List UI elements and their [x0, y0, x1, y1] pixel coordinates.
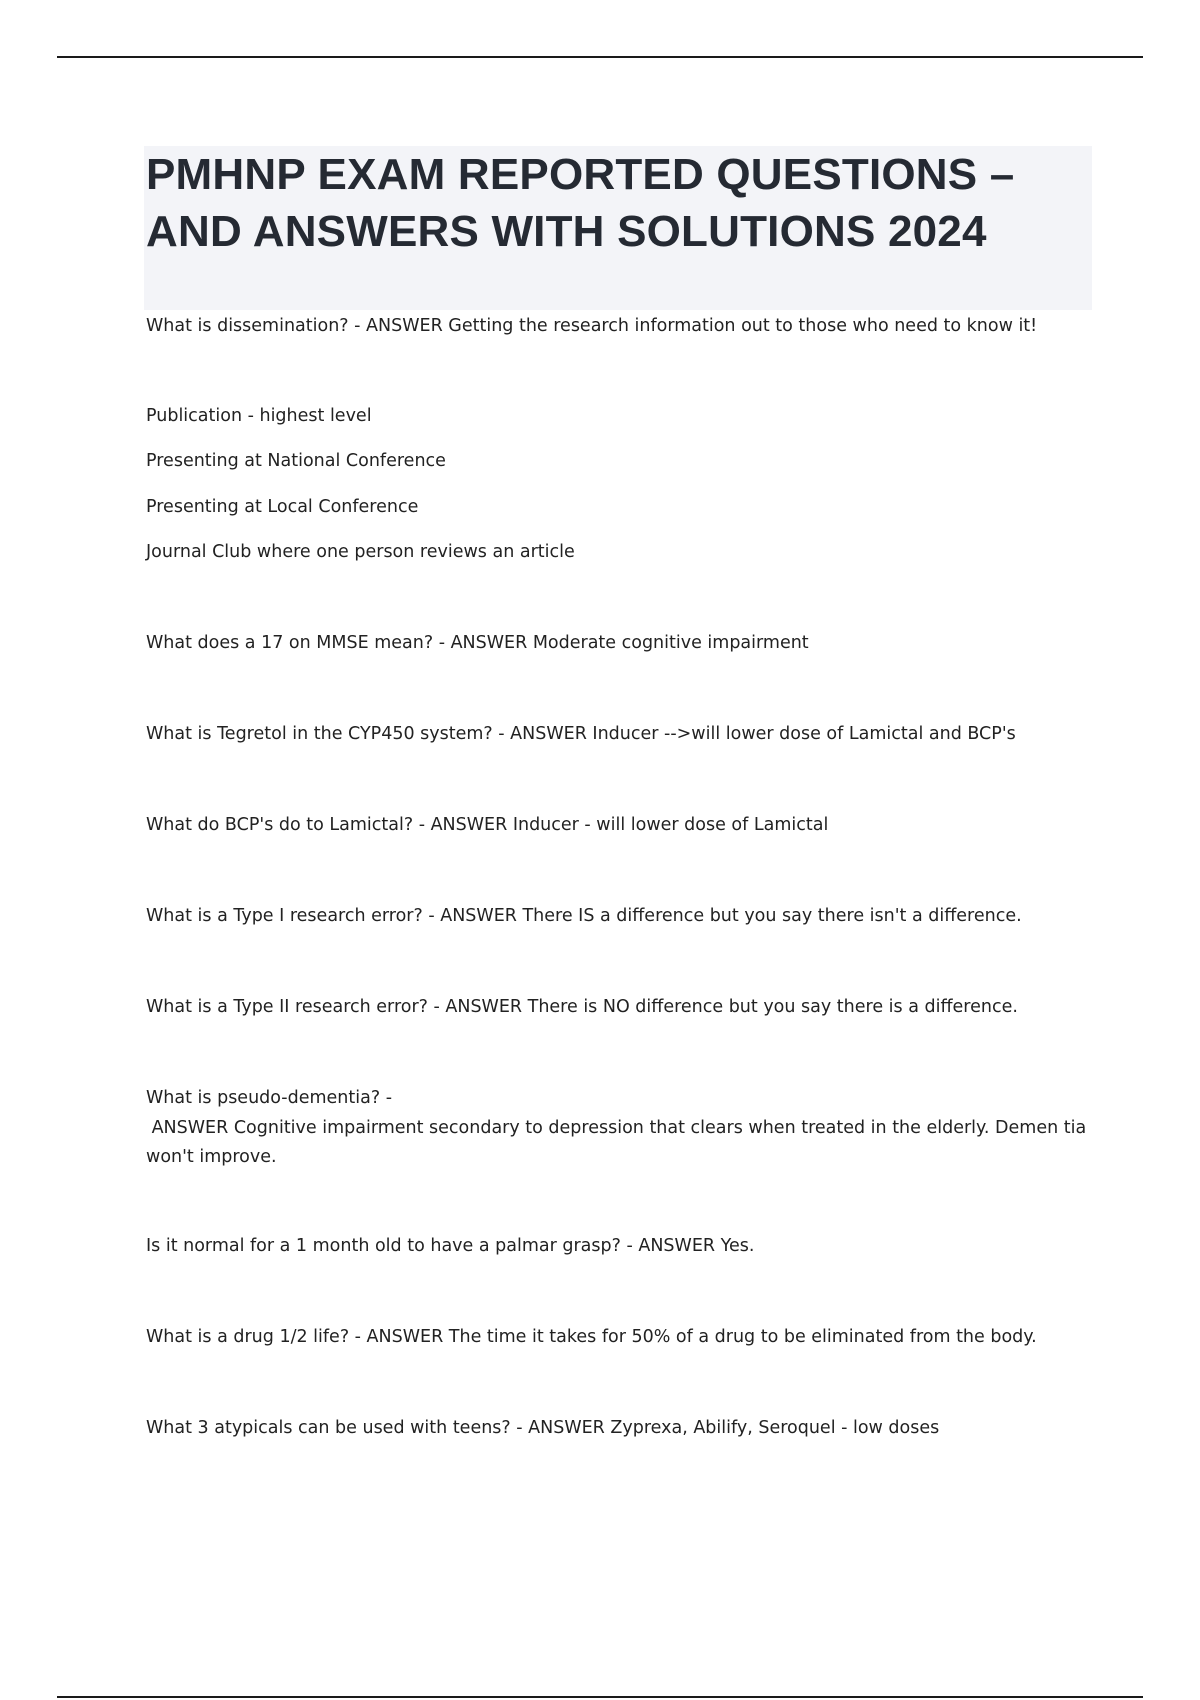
list-item: Publication - highest level: [146, 406, 372, 426]
list-item: Journal Club where one person reviews an article: [146, 542, 575, 562]
qa-pseudo-dementia-question: What is pseudo-dementia? -: [146, 1088, 393, 1108]
qa-palmar-grasp: Is it normal for a 1 month old to have a palmar grasp? - ANSWER Yes.: [146, 1236, 755, 1256]
qa-bcp: What do BCP's do to Lamictal? - ANSWER Inducer - will lower dose of Lamictal: [146, 815, 829, 835]
qa-mmse: What does a 17 on MMSE mean? - ANSWER Moderate cognitive impairment: [146, 633, 809, 653]
qa-atypicals: What 3 atypicals can be used with teens? - ANSWER Zyprexa, Abilify, Seroquel - low doses: [146, 1418, 940, 1438]
bottom-rule: [57, 1696, 1143, 1698]
qa-tegretol: What is Tegretol in the CYP450 system? - ANSWER Inducer -->will lower dose of Lamictal and BCP's: [146, 724, 1016, 744]
qa-type-2-error: What is a Type II research error? - ANSWER There is NO difference but you say there is a difference.: [146, 997, 1018, 1017]
qa-pseudo-dementia-answer: ANSWER Cognitive impairment secondary to depression that clears when treated in the elderly. Demen tia won't improve.: [146, 1118, 1092, 1167]
qa-half-life: What is a drug 1/2 life? - ANSWER The time it takes for 50% of a drug to be eliminated from the body.: [146, 1327, 1037, 1347]
top-rule: [57, 56, 1143, 58]
qa-dissemination: What is dissemination? - ANSWER Getting the research information out to those who need to know it!: [146, 316, 1038, 336]
list-item: Presenting at National Conference: [146, 451, 446, 471]
qa-type-1-error: What is a Type I research error? - ANSWER There IS a difference but you say there isn't a difference.: [146, 906, 1022, 926]
list-item: Presenting at Local Conference: [146, 497, 419, 517]
document-title: PMHNP EXAM REPORTED QUESTIONS – AND ANSWERS WITH SOLUTIONS 2024: [146, 150, 1015, 256]
